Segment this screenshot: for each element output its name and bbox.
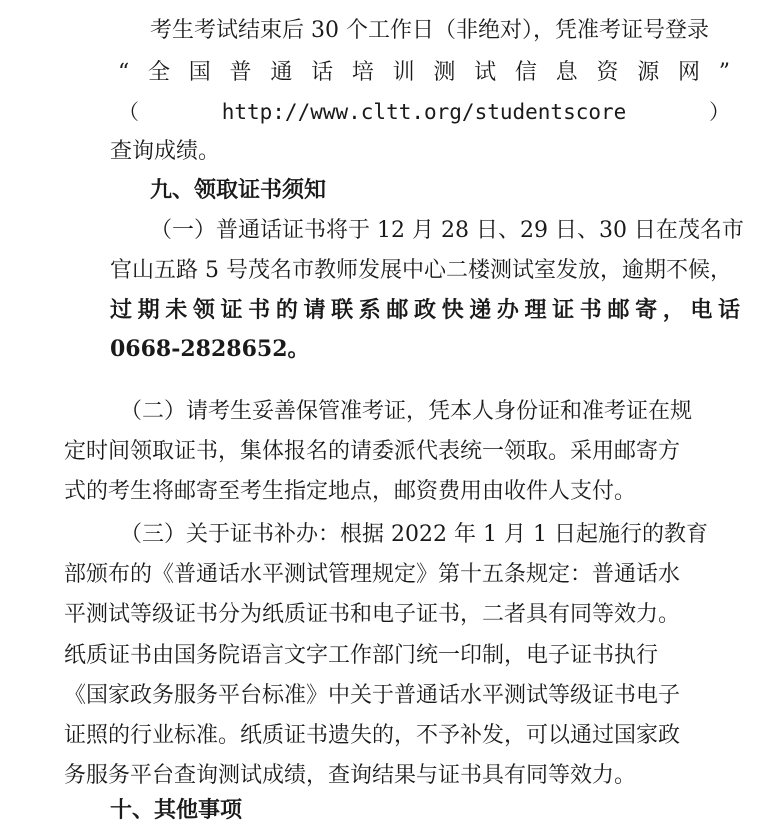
paragraph-three-line-3: 平测试等级证书分为纸质证书和电子证书，二者具有同等效力。 bbox=[64, 602, 681, 627]
section-heading-ten: 十、其他事项 bbox=[110, 798, 243, 823]
paragraph-three-line-5: 《国家政务服务平台标准》中关于普通话水平测试等级证书电子 bbox=[64, 683, 681, 708]
text-line-1: 考生考试结束后 30 个工作日（非绝对），凭准考证号登录 bbox=[150, 18, 709, 43]
paragraph-two-line-3: 式的考生将邮寄至考生指定地点，邮资费用由收件人支付。 bbox=[64, 479, 637, 504]
paragraph-three-line-2: 部颁布的《普通话水平测试管理规定》第十五条规定：普通话水 bbox=[64, 562, 681, 587]
paragraph-one-line-1: （一）普通话证书将于 12 月 28 日、29 日、30 日在茂名市 bbox=[150, 218, 744, 243]
text-line-url: （http://www.cltt.org/studentscore） bbox=[118, 100, 730, 124]
text-line-website-name: “全国普通话培训测试信息资源网” bbox=[118, 60, 730, 85]
paragraph-three-line-4: 纸质证书由国务院语言文字工作部门统一印制，电子证书执行 bbox=[64, 643, 659, 668]
paragraph-one-line-3: 过期未领证书的请联系邮政快递办理证书邮寄，电话 bbox=[110, 297, 740, 323]
paragraph-three-line-7: 务服务平台查询测试成绩，查询结果与证书具有同等效力。 bbox=[64, 763, 637, 788]
text-line-query-score: 查询成绩。 bbox=[110, 139, 221, 164]
section-heading-nine: 九、领取证书须知 bbox=[150, 178, 327, 203]
paragraph-two-line-2: 定时间领取证书，集体报名的请委派代表统一领取。采用邮寄方 bbox=[64, 439, 681, 464]
paragraph-two-line-1: （二）请考生妥善保管准考证，凭本人身份证和准考证在规 bbox=[120, 399, 693, 424]
paragraph-three-line-6: 证照的行业标准。纸质证书遗失的，不予补发，可以通过国家政 bbox=[64, 723, 681, 748]
paragraph-one-line-4: 0668-2828652。 bbox=[110, 336, 310, 362]
paragraph-three-line-1: （三）关于证书补办：根据 2022 年 1 月 1 日起施行的教育 bbox=[120, 522, 708, 547]
section-heading-ten-cut bbox=[110, 790, 310, 823]
paragraph-one-line-2: 官山五路 5 号茂名市教师发展中心二楼测试室发放，逾期不候， bbox=[110, 258, 732, 283]
